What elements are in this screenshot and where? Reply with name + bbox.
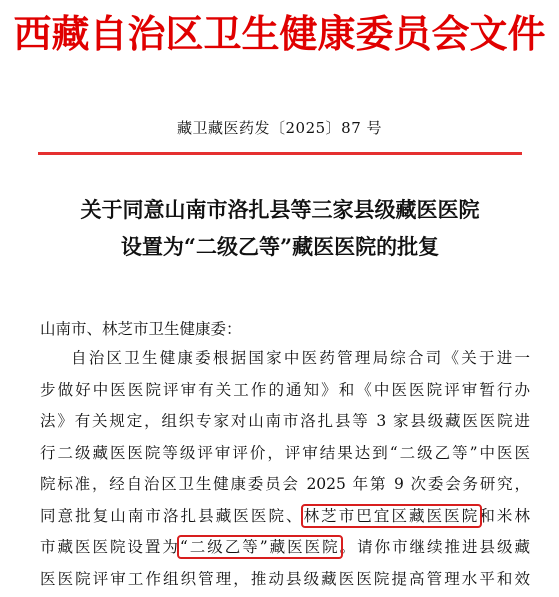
body-line-8: 医医院评审工作组织管理，推动县级藏医医院提高管理水平和效 bbox=[40, 569, 530, 588]
body-line-3: 法》有关规定，组织专家对山南市洛扎县等 3 家县级藏医医院进 bbox=[40, 412, 530, 430]
document-body bbox=[40, 343, 530, 595]
red-divider-line bbox=[38, 152, 522, 155]
issuer-header-title: 西藏自治区卫生健康委员会文件 bbox=[13, 11, 546, 56]
body-line-6-start: 同意批复山南市洛扎县藏医医院、 bbox=[40, 506, 304, 525]
body-line-6 bbox=[40, 501, 530, 533]
body-line-7-end: 。请你市继续推进县级藏 bbox=[339, 538, 530, 556]
body-line-2: 步做好中医医院评审有关工作的通知》和《中医医院评审暂行办 bbox=[40, 380, 530, 399]
body-line-7-start: 市藏医医院设置为 bbox=[40, 538, 180, 556]
title-line-1: 关于同意山南市洛扎县等三家县级藏医医院 bbox=[80, 197, 480, 222]
highlighted-hospital-grade: “二级乙等”藏医医院 bbox=[179, 538, 340, 556]
body-line-4: 行二级藏医医院等级评审评价，评审结果达到“二级乙等”中医医 bbox=[40, 443, 530, 462]
title-line-2: 设置为“二级乙等”藏医医院的批复 bbox=[120, 234, 440, 259]
body-line-5: 院标准，经自治区卫生健康委员会 2025 年第 9 次委会务研究， bbox=[40, 475, 530, 493]
body-line-1: 自治区卫生健康委根据国家中医药管理局综合司《关于进一 bbox=[71, 349, 530, 367]
highlighted-hospital-name: 林芝市巴宜区藏医医院 bbox=[303, 506, 480, 525]
document-number: 藏卫藏医药发〔2025〕87 号 bbox=[176, 119, 383, 137]
body-line-7 bbox=[40, 532, 530, 564]
addressee: 山南市、林芝市卫生健康委： bbox=[40, 320, 242, 338]
body-line-6-end: 和米林 bbox=[479, 506, 530, 525]
document-title bbox=[40, 191, 520, 265]
